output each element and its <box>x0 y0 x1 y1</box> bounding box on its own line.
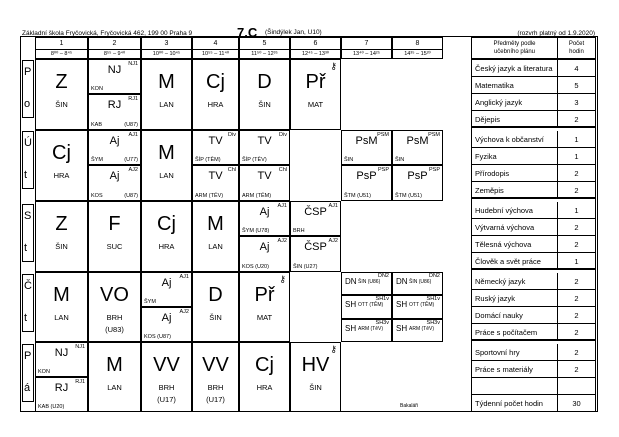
lesson-ut-7-psm[interactable]: PSM PsM ŠIN <box>341 130 392 165</box>
lesson-po-5[interactable]: D ŠIN <box>239 59 290 130</box>
lesson-st-6-csp1[interactable]: AJ1 ČSP BRH <box>290 201 341 236</box>
lesson-ct-7-dn[interactable]: DN2 DN ŠIN (U86) <box>341 272 392 295</box>
subject-row: Práce s materiály 2 <box>472 361 595 378</box>
period-header-6: 6 12⁴⁵ – 13³⁰ <box>290 37 341 59</box>
period-header-7: 7 13⁴⁰ – 14²⁵ <box>341 37 392 59</box>
lesson-ut-4-div[interactable]: Div TV ŠÍP (TĚM) <box>192 130 239 165</box>
class-name: 7.C <box>237 25 258 40</box>
subject-row: Práce s počítačem 2 <box>472 324 595 341</box>
lesson-pa-4[interactable]: VV BRH (U17) <box>192 342 239 412</box>
key-icon: ⚷ <box>330 61 337 71</box>
subject-row: Výchova k občanství 1 <box>472 131 595 148</box>
lesson-pa-1-nj[interactable]: NJ1 NJ KON <box>35 342 88 377</box>
period-header-1: 1 8⁰⁰ – 8⁴⁵ <box>35 37 88 59</box>
lesson-pa-6[interactable]: HV ŠIN ⚷ <box>290 342 341 412</box>
lesson-st-5-aj2[interactable]: AJ2 Aj KOS (U20) <box>239 236 290 272</box>
lesson-ut-8-psm[interactable]: PSM PsM ŠIN <box>392 130 443 165</box>
lesson-ct-5[interactable]: Př MAT ⚷ <box>239 272 290 342</box>
subject-row: Sportovní hry 2 <box>472 344 595 361</box>
subject-row: Zeměpis 2 <box>472 182 595 199</box>
lesson-st-2[interactable]: F SUC <box>88 201 141 272</box>
day-label-po: P o <box>22 60 34 118</box>
lesson-pa-5[interactable]: Cj HRA <box>239 342 290 412</box>
lesson-ct-8-sh3[interactable]: SH3v SH ARM (TěV) <box>392 319 443 342</box>
period-header-3: 3 10⁰⁰ – 10⁴⁵ <box>141 37 192 59</box>
lesson-st-6-csp2[interactable]: AJ2 ČSP ŠIN (U27) <box>290 236 341 272</box>
lesson-st-3[interactable]: Cj HRA <box>141 201 192 272</box>
lesson-ct-8-dn[interactable]: DN2 DN ŠIN (U86) <box>392 272 443 295</box>
period-header-8: 8 14³⁵ – 15²⁰ <box>392 37 443 59</box>
subject-row: Tělesná výchova 2 <box>472 236 595 253</box>
school-name: Základní škola Fryčovická, Fryčovická 462, 199 00 Praha 9 <box>22 30 193 37</box>
period-header-5: 5 11⁵⁰ – 12³⁵ <box>239 37 290 59</box>
lesson-po-1[interactable]: Z ŠIN <box>35 59 88 130</box>
lesson-ct-4[interactable]: D ŠIN <box>192 272 239 342</box>
subject-row-empty <box>472 378 595 395</box>
subject-row: Fyzika 1 <box>472 148 595 165</box>
day-label-ct: Č t <box>22 274 34 332</box>
lesson-ct-7-sh3[interactable]: SH3v SH ARM (TěV) <box>341 319 392 342</box>
class-teacher: (Šindýlek Jan, U10) <box>265 29 322 36</box>
lesson-pa-2[interactable]: M LAN <box>88 342 141 412</box>
weekly-total-row: Týdenní počet hodin 30 <box>472 395 595 411</box>
lesson-ct-1[interactable]: M LAN <box>35 272 88 342</box>
subjects-list <box>471 59 596 412</box>
lesson-st-4[interactable]: M LAN <box>192 201 239 272</box>
subject-row: Hudební výchova 1 <box>472 202 595 219</box>
period-header-2: 2 8⁵⁵ – 9⁴⁰ <box>88 37 141 59</box>
subject-row: Domácí nauky 2 <box>472 307 595 324</box>
validity-date: (rozvrh platný od 1.9.2020) <box>517 30 595 37</box>
lesson-ct-8-sh1[interactable]: SH1v SH OTT (TĚM) <box>392 295 443 319</box>
lesson-ut-1[interactable]: Cj HRA <box>35 130 88 201</box>
subject-row: Výtvarná výchova 2 <box>472 219 595 236</box>
subject-row: Dějepis 2 <box>472 111 595 128</box>
key-icon: ⚷ <box>330 344 337 354</box>
subject-row: Přírodopis 2 <box>472 165 595 182</box>
day-label-pa: P á <box>22 344 34 402</box>
lesson-po-3[interactable]: M LAN <box>141 59 192 130</box>
lesson-ut-4-chl[interactable]: Chl TV ARM (TĚV) <box>192 165 239 201</box>
subject-row: Ruský jazyk 2 <box>472 290 595 307</box>
subject-row: Německý jazyk 2 <box>472 273 595 290</box>
subject-row: Člověk a svět práce 1 <box>472 253 595 270</box>
lesson-ut-5-div[interactable]: Div TV ŠÍP (TĚV) <box>239 130 290 165</box>
lesson-ut-3[interactable]: M LAN <box>141 130 192 201</box>
lesson-pa-3[interactable]: VV BRH (U17) <box>141 342 192 412</box>
lesson-po-2-nj[interactable]: NJ1 NJ KON <box>88 59 141 94</box>
lesson-po-6[interactable]: Př MAT ⚷ <box>290 59 341 130</box>
subject-row: Český jazyk a literatura 4 <box>472 60 595 77</box>
lesson-pa-1-rj[interactable]: RJ1 RJ KAB (U20) <box>35 377 88 412</box>
lesson-ut-2-aj1[interactable]: AJ1 Aj ŠYM (U77) <box>88 130 141 165</box>
subjects-header: Předměty podle učebního plánu Počet hodin <box>471 37 596 59</box>
lesson-ut-8-psp[interactable]: PSP PsP ŠTM (U51) <box>392 165 443 201</box>
lesson-ut-7-psp[interactable]: PSP PsP ŠTM (U51) <box>341 165 392 201</box>
subject-row: Matematika 5 <box>472 77 595 94</box>
lesson-ct-7-sh1[interactable]: SH1v SH OTT (TĚM) <box>341 295 392 319</box>
lesson-st-5-aj1[interactable]: AJ1 Aj ŠYM (U78) <box>239 201 290 236</box>
lesson-ut-5-chl[interactable]: Chl TV ARM (TĚM) <box>239 165 290 201</box>
lesson-po-4[interactable]: Cj HRA <box>192 59 239 130</box>
lesson-po-2-rj[interactable]: RJ1 RJ KAB (U87) <box>88 94 141 130</box>
lesson-ut-2-aj2[interactable]: AJ2 Aj KOS (U87) <box>88 165 141 201</box>
day-label-st: S t <box>22 204 34 262</box>
software-credit: Bakaláři <box>400 403 419 409</box>
key-icon: ⚷ <box>279 274 286 284</box>
lesson-ct-3-aj1[interactable]: AJ1 Aj ŠYM <box>141 272 192 307</box>
lesson-ct-2[interactable]: VO BRH (U83) <box>88 272 141 342</box>
lesson-st-1[interactable]: Z ŠIN <box>35 201 88 272</box>
subject-row: Anglický jazyk 3 <box>472 94 595 111</box>
day-label-ut: Ú t <box>22 131 34 189</box>
period-header-4: 4 10⁵⁵ – 11⁴⁰ <box>192 37 239 59</box>
lesson-ct-3-aj2[interactable]: AJ2 Aj KOS (U87) <box>141 307 192 342</box>
